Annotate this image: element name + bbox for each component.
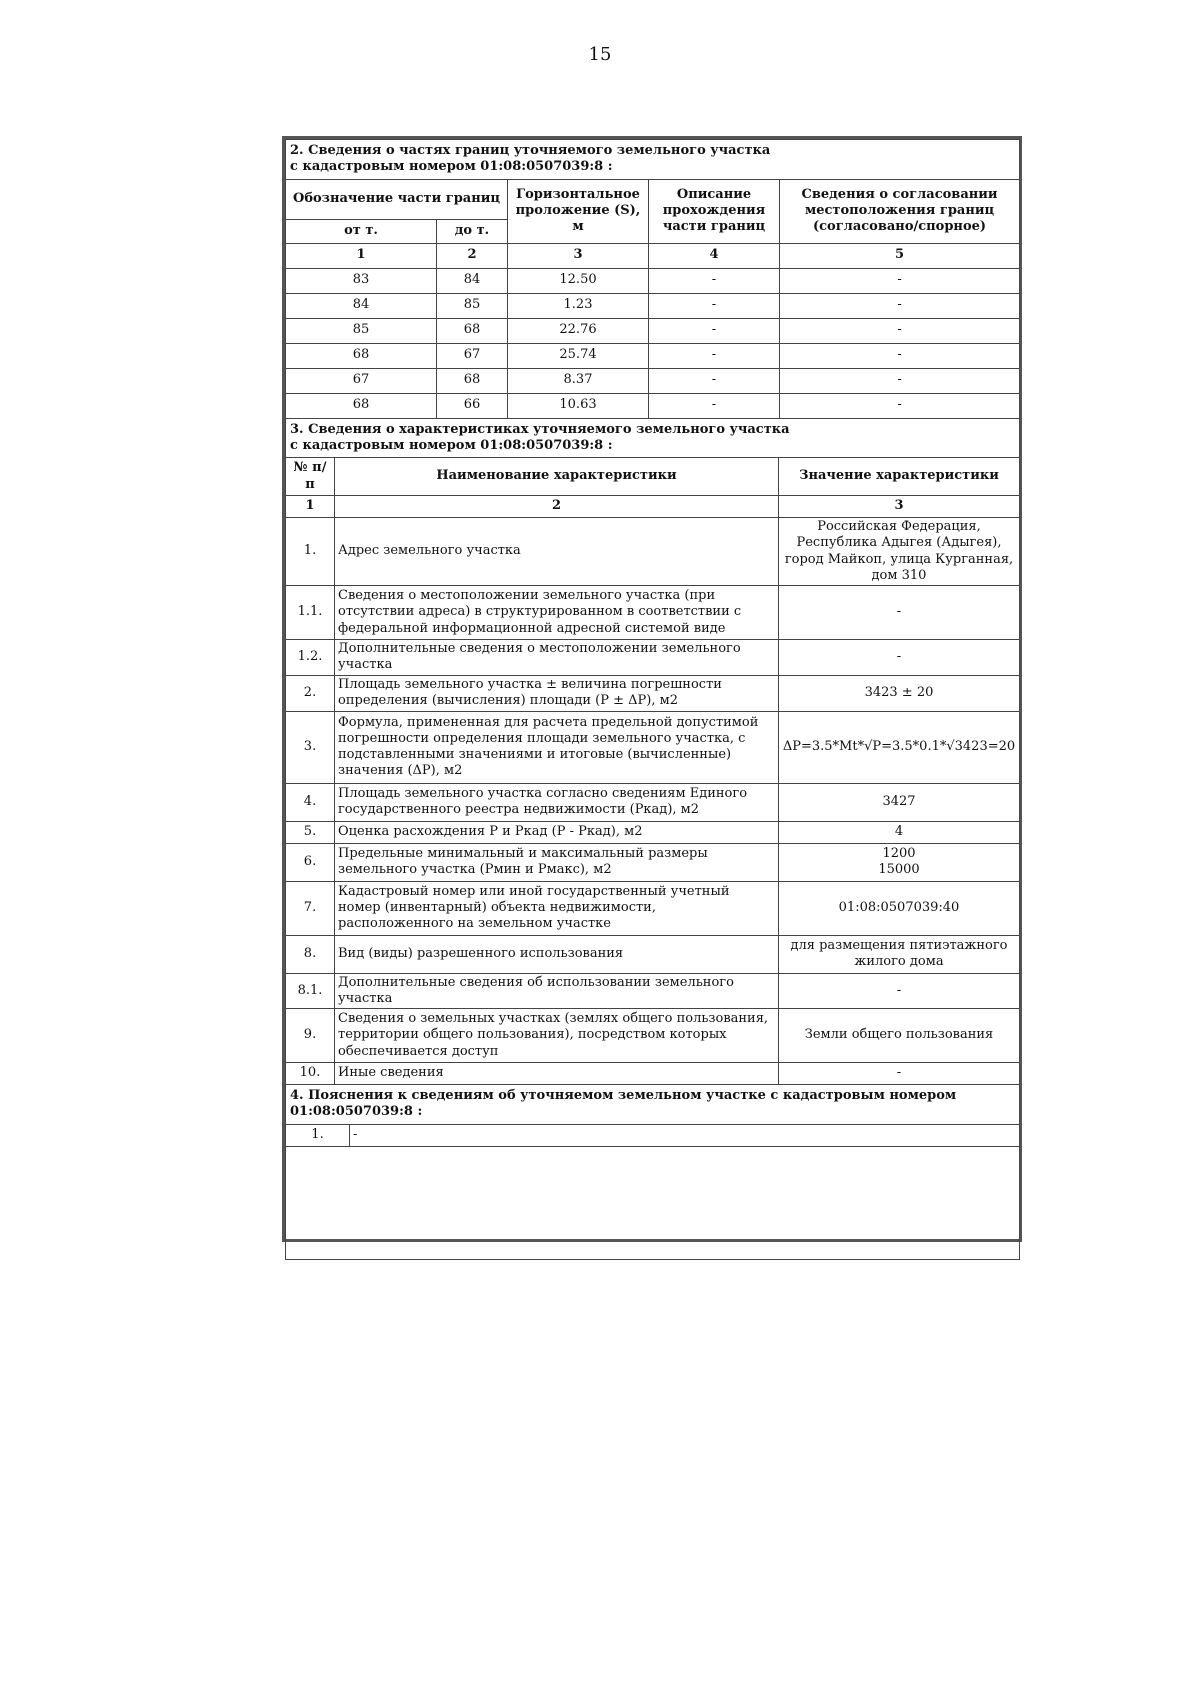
header-to: до т. [437, 219, 508, 243]
cell-description: - [649, 268, 780, 293]
section3-title-line1: 3. Сведения о характеристиках уточняемого земельного участка [290, 421, 790, 437]
cell-value: - [779, 640, 1020, 676]
header-name: Наименование характеристики [335, 458, 779, 496]
cell-value: - [779, 973, 1020, 1009]
cell-to: 84 [437, 268, 508, 293]
section2-title [286, 140, 1020, 180]
header-from: от т. [286, 219, 437, 243]
col-number: 5 [780, 243, 1020, 268]
cell-value: 4 [779, 821, 1020, 843]
section3-title [286, 418, 1020, 458]
cell-num: 1. [286, 518, 335, 586]
cell-name: Кадастровый номер или иной государственный учетный номер (инвентарный) объекта недвижимости, расположенного на земельном участке [335, 881, 779, 935]
section2-title-line1: 2. Сведения о частях границ уточняемого земельного участка [290, 143, 771, 158]
cell-name: Сведения о земельных участках (землях общего пользования, территории общего пользования), посредством которых обеспечивается доступ [335, 1009, 779, 1063]
cell-value: - [779, 586, 1020, 640]
col-number: 4 [649, 243, 780, 268]
col-number: 3 [779, 496, 1020, 518]
section2-title-line2: с кадастровым номером 01:08:0507039:8 : [290, 159, 613, 175]
table-row [286, 973, 1020, 1009]
cell-num: 1.2. [286, 640, 335, 676]
table-row [286, 675, 1020, 711]
col-number: 1 [286, 243, 437, 268]
cell-horizontal: 8.37 [508, 368, 649, 393]
cell-value: 1200 15000 [779, 843, 1020, 881]
cell-from: 68 [286, 393, 437, 418]
cell-to: 85 [437, 293, 508, 318]
table-row [286, 518, 1020, 586]
table-row [286, 881, 1020, 935]
cell-agreement: - [780, 268, 1020, 293]
table-row [286, 1009, 1020, 1063]
cell-num: 1. [286, 1124, 350, 1146]
header-horizontal: Горизонтальное проложение (S), м [508, 179, 649, 243]
cell-num: 6. [286, 843, 335, 881]
boundary-parts-table [285, 139, 1020, 419]
table-row [286, 640, 1020, 676]
cell-name: Дополнительные сведения о местоположении земельного участка [335, 640, 779, 676]
cell-num: 8.1. [286, 973, 335, 1009]
table-row [286, 368, 1020, 393]
cell-description: - [649, 318, 780, 343]
cell-name: Формула, примененная для расчета предельной допустимой погрешности определения площади земельного участка, с подставленными значениями и итоговые (вычисленные) значения (ΔР), м2 [335, 711, 779, 783]
cell-value: для размещения пятиэтажного жилого дома [779, 935, 1020, 973]
cell-from: 68 [286, 343, 437, 368]
cell-name: Площадь земельного участка согласно сведениям Единого государственного реестра недвижимости (Ркад), м2 [335, 783, 779, 821]
cell-horizontal: 25.74 [508, 343, 649, 368]
cell-num: 3. [286, 711, 335, 783]
cell-to: 66 [437, 393, 508, 418]
cell-to: 68 [437, 368, 508, 393]
table-row [286, 843, 1020, 881]
cell-agreement: - [780, 343, 1020, 368]
cell-agreement: - [780, 318, 1020, 343]
cell-description: - [649, 343, 780, 368]
cell-from: 83 [286, 268, 437, 293]
blank-area [286, 1146, 1020, 1259]
cell-value: Земли общего пользования [779, 1009, 1020, 1063]
cell-value: ΔР=3.5*Mt*√P=3.5*0.1*√3423=20 [779, 711, 1020, 783]
cell-value: - [779, 1063, 1020, 1085]
col-number: 2 [335, 496, 779, 518]
table-row [286, 821, 1020, 843]
table-row [286, 293, 1020, 318]
table-row [286, 268, 1020, 293]
col-number: 1 [286, 496, 335, 518]
cell-name: Иные сведения [335, 1063, 779, 1085]
cell-name: Сведения о местоположении земельного участка (при отсутствии адреса) в структурированном в соответствии с федеральной информационной адресной системой виде [335, 586, 779, 640]
table-row [286, 711, 1020, 783]
cell-description: - [649, 368, 780, 393]
cell-num: 10. [286, 1063, 335, 1085]
cell-value: 3423 ± 20 [779, 675, 1020, 711]
table-row [286, 935, 1020, 973]
cell-name: Площадь земельного участка ± величина погрешности определения (вычисления) площади (Р ± ΔР), м2 [335, 675, 779, 711]
cell-name: Вид (виды) разрешенного использования [335, 935, 779, 973]
cell-description: - [649, 293, 780, 318]
cell-from: 85 [286, 318, 437, 343]
cell-num: 7. [286, 881, 335, 935]
header-num: № п/п [286, 458, 335, 496]
cell-description: - [649, 393, 780, 418]
cell-num: 5. [286, 821, 335, 843]
cell-agreement: - [780, 393, 1020, 418]
cell-from: 84 [286, 293, 437, 318]
cell-horizontal: 10.63 [508, 393, 649, 418]
cell-horizontal: 22.76 [508, 318, 649, 343]
cell-agreement: - [780, 293, 1020, 318]
header-description: Описание прохождения части границ [649, 179, 780, 243]
section3-title-line2: с кадастровым номером 01:08:0507039:8 : [290, 437, 613, 453]
section4-title: 4. Пояснения к сведениям об уточняемом земельном участке с кадастровым номером 01:08:0507039:8 : [286, 1085, 1020, 1125]
table-row [286, 1063, 1020, 1085]
cell-num: 8. [286, 935, 335, 973]
cell-from: 67 [286, 368, 437, 393]
table-row [286, 393, 1020, 418]
table-row [286, 1124, 1020, 1146]
document-frame [282, 136, 1022, 1242]
col-number: 2 [437, 243, 508, 268]
header-agreement: Сведения о согласовании местоположения границ (согласовано/спорное) [780, 179, 1020, 243]
cell-num: 4. [286, 783, 335, 821]
page-number: 15 [588, 44, 612, 65]
cell-to: 67 [437, 343, 508, 368]
cell-name: Адрес земельного участка [335, 518, 779, 586]
cell-num: 9. [286, 1009, 335, 1063]
table-row [286, 318, 1020, 343]
table-row [286, 343, 1020, 368]
cell-horizontal: 12.50 [508, 268, 649, 293]
explanations-table [285, 1084, 1020, 1260]
cell-num: 1.1. [286, 586, 335, 640]
header-designation: Обозначение части границ [286, 179, 508, 219]
col-number: 3 [508, 243, 649, 268]
cell-value: 01:08:0507039:40 [779, 881, 1020, 935]
cell-horizontal: 1.23 [508, 293, 649, 318]
cell-name: Предельные минимальный и максимальный размеры земельного участка (Рмин и Рмакс), м2 [335, 843, 779, 881]
cell-to: 68 [437, 318, 508, 343]
cell-num: 2. [286, 675, 335, 711]
cell-text: - [350, 1124, 1020, 1146]
cell-name: Дополнительные сведения об использовании земельного участка [335, 973, 779, 1009]
cell-agreement: - [780, 368, 1020, 393]
cell-value: 3427 [779, 783, 1020, 821]
cell-name: Оценка расхождения Р и Ркад (Р - Ркад), м2 [335, 821, 779, 843]
table-row [286, 586, 1020, 640]
cell-value: Российская Федерация, Республика Адыгея (Адыгея), город Майкоп, улица Курганная, дом 310 [779, 518, 1020, 586]
table-row [286, 783, 1020, 821]
characteristics-table [285, 418, 1020, 1086]
header-value: Значение характеристики [779, 458, 1020, 496]
